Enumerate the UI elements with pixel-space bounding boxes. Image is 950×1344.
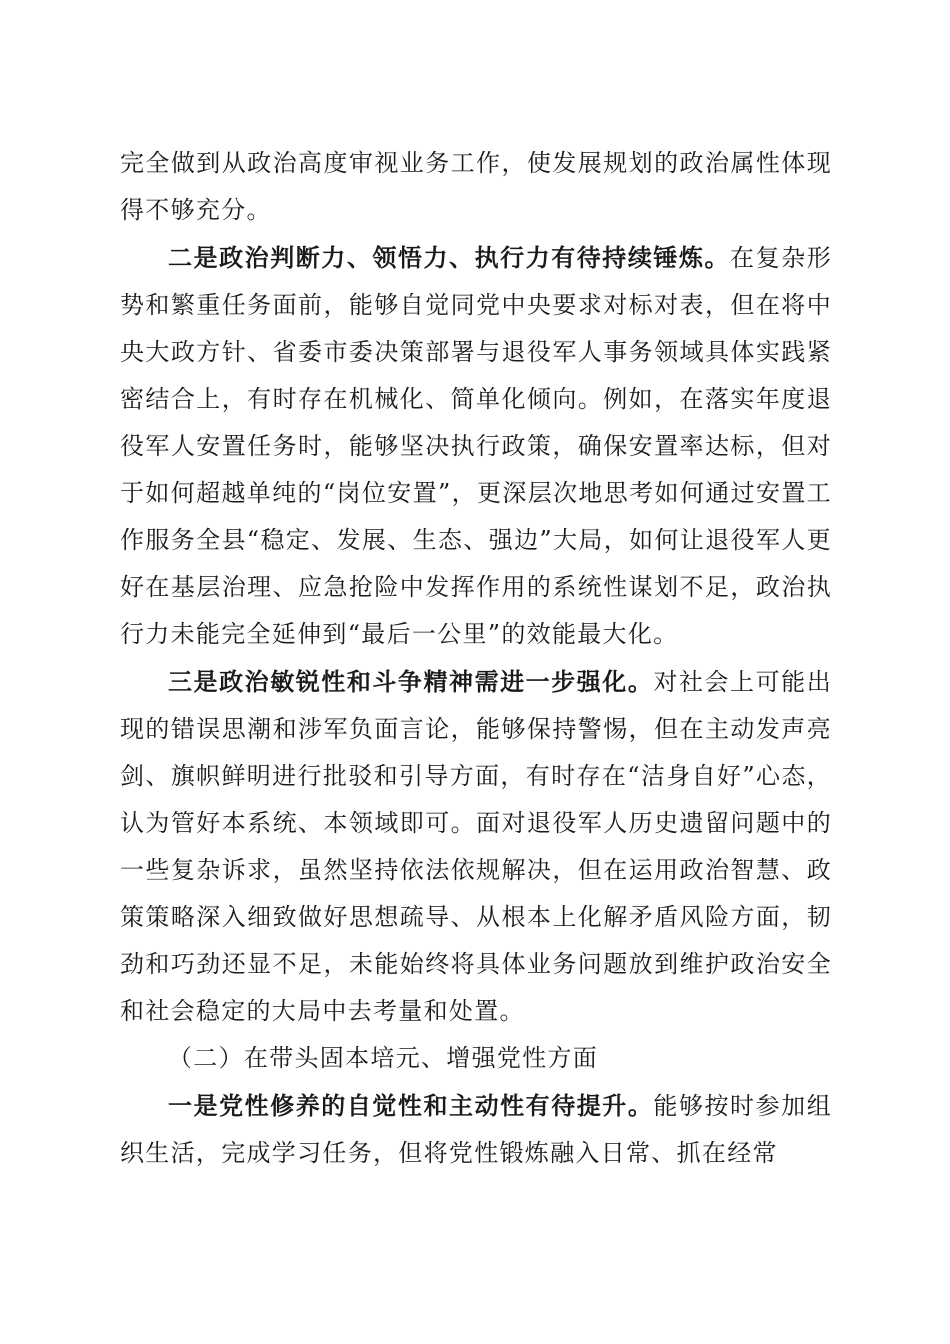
section-heading: （二）在带头固本培元、增强党性方面 (168, 1044, 599, 1072)
paragraph-text: 能够按时参加组织生活，完成学习任务，但将党性锻炼融入日常、抓在经常 (120, 1092, 832, 1167)
paragraph-text: 对社会上可能出现的错误思潮和涉军负面言论，能够保持警惕，但在主动发声亮剑、旗帜鲜明进行批驳和引导方面，有时存在“洁身自好”心态，认为管好本系统、本领域即可。面对退役军人历史遗留问题中的一些复杂诉求，虽然坚持依法依规解决，但在运用政治智慧、政策策略深入细致做好思想疏导、从根本上化解矛盾风险方面，韧劲和巧劲还显不足，未能始终将具体业务问题放到维护政治安全和社会稳定的大局中去考量和处置。 (120, 668, 832, 1025)
paragraph-continuation (120, 140, 832, 234)
paragraph-text: 在复杂形势和繁重任务面前，能够自觉同党中央要求对标对表，但在将中央大政方针、省委市委决策部署与退役军人事务领域具体实践紧密结合上，有时存在机械化、简单化倾向。例如，在落实年度退役军人安置任务时，能够坚决执行政策，确保安置率达标，但对于如何超越单纯的“岗位安置”，更深层次地思考如何通过安置工作服务全县“稳定、发展、生态、强边”大局，如何让退役军人更好在基层治理、应急抢险中发挥作用的系统性谋划不足，政治执行力未能完全延伸到“最后一公里”的效能最大化。 (120, 244, 832, 648)
document-page (120, 140, 832, 1177)
paragraph-political-sensitivity (120, 658, 832, 1035)
paragraph-political-judgment (120, 234, 832, 658)
paragraph-text: 完全做到从政治高度审视业务工作，使发展规划的政治属性体现得不够充分。 (120, 149, 832, 224)
paragraph-lead: 二是政治判断力、领悟力、执行力有待持续锤炼。 (168, 243, 731, 272)
paragraph-lead: 一是党性修养的自觉性和主动性有待提升。 (168, 1091, 654, 1120)
paragraph-party-spirit (120, 1082, 832, 1177)
paragraph-lead: 三是政治敏锐性和斗争精神需进一步强化。 (168, 667, 654, 696)
